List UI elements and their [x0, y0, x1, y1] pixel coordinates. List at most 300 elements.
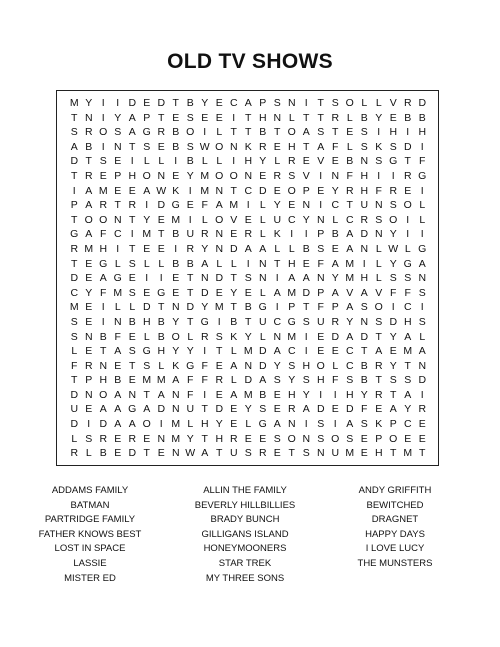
grid-letter: T	[216, 345, 223, 358]
grid-letter: B	[172, 257, 180, 270]
grid-letter: L	[230, 374, 237, 387]
grid-letter: M	[171, 418, 181, 431]
grid-letter: W	[199, 140, 210, 153]
grid-letter: A	[114, 345, 122, 358]
grid-letter: S	[70, 330, 78, 343]
grid-letter: A	[346, 301, 354, 314]
grid-letter: A	[273, 345, 281, 358]
grid-letter: T	[201, 432, 208, 445]
grid-letter: S	[346, 374, 354, 387]
grid-letter: A	[114, 418, 122, 431]
grid-letter: T	[129, 359, 136, 372]
grid-letter: N	[244, 359, 253, 372]
grid-letter: B	[230, 315, 238, 328]
grid-letter: L	[375, 257, 382, 270]
grid-letter: V	[375, 286, 383, 299]
grid-letter: A	[273, 286, 281, 299]
grid-letter: I	[420, 388, 424, 401]
grid-letter: D	[157, 199, 166, 212]
grid-letter: T	[201, 403, 208, 416]
grid-letter: R	[99, 199, 108, 212]
grid-letter: E	[114, 432, 122, 445]
grid-letter: I	[406, 213, 410, 226]
grid-letter: R	[418, 403, 427, 416]
word-list-item: BEWITCHED	[366, 499, 424, 511]
grid-letter: M	[345, 272, 355, 285]
grid-letter: S	[302, 374, 310, 387]
grid-letter: U	[360, 199, 369, 212]
grid-letter: I	[420, 301, 424, 314]
grid-letter: E	[418, 432, 426, 445]
grid-letter: M	[142, 374, 152, 387]
grid-letter: D	[70, 418, 79, 431]
grid-letter: A	[302, 272, 310, 285]
grid-letter: F	[375, 184, 382, 197]
puzzle-grid-frame	[56, 90, 439, 466]
grid-letter: D	[302, 286, 311, 299]
grid-letter: E	[99, 169, 107, 182]
grid-letter: O	[374, 301, 383, 314]
grid-letter: P	[259, 97, 267, 109]
grid-letter: E	[143, 242, 151, 255]
grid-letter: S	[389, 140, 397, 153]
grid-letter: I	[246, 257, 250, 270]
grid-letter: N	[258, 257, 267, 270]
grid-letter: I	[217, 315, 221, 328]
grid-letter: D	[418, 97, 427, 109]
grid-letter: G	[186, 359, 195, 372]
word-list-column-2	[170, 484, 320, 586]
grid-letter: M	[287, 330, 297, 343]
grid-letter: O	[316, 359, 325, 372]
grid-letter: M	[98, 184, 108, 197]
grid-letter: S	[317, 432, 325, 445]
grid-letter: T	[187, 272, 194, 285]
grid-letter: M	[403, 447, 413, 460]
grid-letter: D	[258, 359, 267, 372]
grid-letter: L	[201, 155, 208, 168]
grid-letter: A	[331, 286, 339, 299]
grid-letter: I	[174, 242, 178, 255]
grid-letter: N	[113, 140, 122, 153]
grid-letter: A	[360, 286, 368, 299]
grid-letter: I	[72, 184, 76, 197]
grid-letter: R	[331, 315, 340, 328]
grid-letter: C	[345, 359, 354, 372]
word-list-item: BATMAN	[70, 499, 110, 511]
grid-letter: C	[113, 228, 122, 241]
grid-letter: E	[157, 140, 165, 153]
grid-letter: R	[215, 374, 224, 387]
grid-letter: T	[390, 447, 397, 460]
grid-letter: I	[333, 388, 337, 401]
grid-letter: A	[404, 330, 412, 343]
grid-letter: N	[273, 330, 282, 343]
grid-letter: S	[331, 97, 339, 109]
grid-letter: R	[128, 432, 137, 445]
grid-letter: I	[188, 184, 192, 197]
grid-letter: G	[418, 242, 427, 255]
grid-letter: N	[302, 432, 311, 445]
word-list-column-3	[320, 484, 470, 572]
grid-letter: L	[143, 257, 150, 270]
grid-letter: G	[157, 286, 166, 299]
grid-letter: S	[128, 286, 136, 299]
grid-letter: A	[317, 140, 325, 153]
grid-letter: S	[404, 272, 412, 285]
word-list-item: ALLIN THE FAMILY	[203, 485, 287, 496]
grid-letter: N	[273, 111, 282, 124]
grid-letter: R	[99, 432, 108, 445]
grid-letter: R	[287, 403, 296, 416]
grid-letter: E	[114, 155, 122, 168]
grid-letter: M	[84, 242, 94, 255]
grid-letter: A	[143, 184, 151, 197]
grid-letter: H	[302, 359, 311, 372]
grid-letter: A	[404, 388, 412, 401]
grid-letter: N	[215, 228, 224, 241]
grid-letter: U	[70, 403, 79, 416]
grid-letter: O	[99, 213, 108, 226]
grid-letter: S	[128, 257, 136, 270]
grid-letter: E	[172, 169, 180, 182]
grid-letter: L	[230, 257, 237, 270]
grid-letter: I	[304, 418, 308, 431]
grid-letter: E	[143, 432, 151, 445]
grid-letter: R	[331, 111, 340, 124]
grid-letter: B	[157, 315, 165, 328]
grid-letter: G	[258, 301, 267, 314]
grid-letter: S	[375, 155, 383, 168]
grid-letter: O	[287, 126, 296, 139]
grid-letter: S	[389, 272, 397, 285]
grid-letter: P	[85, 374, 93, 387]
grid-letter: N	[157, 432, 166, 445]
grid-letter: S	[288, 359, 296, 372]
grid-letter: D	[389, 315, 398, 328]
word-list-item: GILLIGANS ISLAND	[201, 528, 289, 540]
grid-letter: M	[142, 228, 152, 241]
grid-letter: L	[259, 286, 266, 299]
grid-letter: S	[273, 432, 281, 445]
grid-letter: L	[230, 345, 237, 358]
grid-letter: N	[287, 418, 296, 431]
grid-letter: E	[230, 418, 238, 431]
grid-letter: E	[172, 272, 180, 285]
grid-letter: E	[317, 184, 325, 197]
grid-letter: T	[303, 301, 310, 314]
grid-letter: A	[85, 199, 93, 212]
grid-letter: D	[215, 272, 224, 285]
grid-letter: E	[128, 184, 136, 197]
grid-letter: N	[113, 315, 122, 328]
grid-letter: L	[201, 213, 208, 226]
grid-letter: E	[143, 286, 151, 299]
grid-letter: I	[420, 140, 424, 153]
grid-letter: I	[377, 126, 381, 139]
word-list-item: THE MUNSTERS	[357, 557, 433, 569]
grid-letter: L	[129, 301, 136, 314]
grid-letter: E	[360, 432, 368, 445]
grid-letter: Y	[389, 228, 397, 241]
grid-letter: A	[259, 374, 267, 387]
grid-letter: F	[114, 330, 121, 343]
grid-letter: H	[99, 374, 108, 387]
grid-letter: I	[116, 97, 120, 109]
grid-letter: H	[142, 315, 151, 328]
grid-letter: A	[99, 272, 107, 285]
grid-letter: A	[346, 228, 354, 241]
grid-letter: B	[172, 140, 180, 153]
grid-letter: E	[85, 272, 93, 285]
grid-letter: V	[389, 97, 397, 109]
grid-letter: R	[186, 242, 195, 255]
grid-letter: I	[333, 418, 337, 431]
grid-letter: E	[172, 111, 180, 124]
word-list-column-1	[15, 484, 165, 586]
grid-letter: T	[187, 286, 194, 299]
grid-letter: S	[375, 213, 383, 226]
grid-letter: G	[171, 199, 180, 212]
word-list-item: HAPPY DAYS	[365, 528, 425, 540]
grid-letter: U	[186, 228, 195, 241]
grid-letter: T	[158, 301, 165, 314]
grid-letter: E	[114, 447, 122, 460]
grid-letter: Y	[273, 199, 281, 212]
grid-letter: B	[259, 126, 267, 139]
grid-letter: I	[174, 155, 178, 168]
grid-letter: A	[418, 345, 426, 358]
grid-letter: L	[419, 330, 426, 343]
grid-letter: O	[287, 432, 296, 445]
grid-letter: C	[345, 345, 354, 358]
grid-letter: B	[259, 388, 267, 401]
grid-letter: A	[230, 359, 238, 372]
grid-letter: I	[232, 111, 236, 124]
grid-letter: D	[345, 403, 354, 416]
grid-letter: S	[317, 242, 325, 255]
grid-letter: H	[360, 184, 369, 197]
grid-letter: A	[85, 228, 93, 241]
grid-letter: T	[230, 184, 237, 197]
grid-letter: E	[389, 345, 397, 358]
grid-letter: T	[274, 126, 281, 139]
grid-letter: S	[418, 315, 426, 328]
grid-letter: E	[157, 213, 165, 226]
word-list-item: STAR TREK	[218, 557, 272, 569]
grid-letter: T	[100, 345, 107, 358]
grid-letter: Y	[302, 213, 310, 226]
grid-letter: E	[331, 345, 339, 358]
grid-letter: D	[200, 286, 209, 299]
word-list-item: BRADY BUNCH	[210, 514, 280, 526]
grid-letter: Y	[230, 286, 238, 299]
grid-letter: D	[157, 403, 166, 416]
grid-letter: O	[171, 330, 180, 343]
grid-letter: S	[389, 374, 397, 387]
grid-letter: R	[273, 169, 282, 182]
word-list-item: ANDY GRIFFITH	[358, 485, 432, 496]
grid-letter: D	[128, 447, 137, 460]
grid-letter: D	[403, 140, 412, 153]
grid-letter: K	[375, 140, 383, 153]
grid-letter: A	[331, 257, 339, 270]
grid-letter: L	[114, 257, 121, 270]
grid-letter: K	[172, 184, 180, 197]
grid-letter: E	[389, 111, 397, 124]
grid-letter: H	[389, 126, 398, 139]
grid-letter: O	[389, 213, 398, 226]
grid-letter: R	[258, 140, 267, 153]
grid-letter: F	[201, 359, 208, 372]
grid-letter: L	[187, 418, 194, 431]
word-list-item: LOST IN SPACE	[54, 543, 126, 555]
grid-letter: P	[317, 228, 325, 241]
grid-letter: G	[258, 418, 267, 431]
grid-letter: R	[70, 447, 79, 460]
grid-letter: A	[346, 330, 354, 343]
grid-letter: S	[360, 418, 368, 431]
grid-letter: O	[186, 126, 195, 139]
grid-letter: O	[389, 432, 398, 445]
grid-letter: E	[259, 169, 267, 182]
grid-letter: T	[143, 388, 150, 401]
grid-letter: Y	[288, 374, 296, 387]
grid-letter: A	[128, 418, 136, 431]
grid-letter: V	[230, 213, 238, 226]
grid-letter: A	[128, 126, 136, 139]
grid-letter: I	[275, 272, 279, 285]
grid-letter: M	[345, 447, 355, 460]
grid-letter: S	[404, 374, 412, 387]
grid-letter: S	[186, 140, 194, 153]
grid-letter: T	[216, 447, 223, 460]
grid-letter: T	[419, 447, 426, 460]
grid-letter: B	[114, 374, 122, 387]
grid-letter: B	[85, 140, 93, 153]
grid-letter: F	[201, 374, 208, 387]
grid-letter: L	[71, 432, 78, 445]
grid-letter: T	[245, 126, 252, 139]
grid-letter: F	[419, 155, 426, 168]
grid-letter: N	[418, 359, 427, 372]
grid-letter: S	[418, 286, 426, 299]
grid-letter: R	[287, 155, 296, 168]
grid-letter: Y	[186, 432, 194, 445]
grid-letter: H	[374, 447, 383, 460]
grid-letter: O	[99, 388, 108, 401]
grid-letter: T	[317, 97, 324, 109]
page-title: OLD TV SHOWS	[167, 50, 333, 73]
grid-letter: D	[99, 418, 108, 431]
grid-letter: G	[113, 272, 122, 285]
word-list-item: DRAGNET	[371, 514, 419, 526]
grid-letter: L	[259, 330, 266, 343]
grid-letter: D	[229, 242, 238, 255]
grid-letter: Y	[346, 315, 354, 328]
grid-letter: F	[317, 257, 324, 270]
grid-letter: I	[304, 228, 308, 241]
grid-letter: C	[331, 199, 340, 212]
grid-letter: A	[302, 403, 310, 416]
grid-letter: I	[304, 97, 308, 109]
grid-letter: P	[375, 432, 383, 445]
grid-letter: N	[215, 184, 224, 197]
grid-letter: E	[317, 330, 325, 343]
grid-letter: A	[288, 272, 296, 285]
grid-letter: A	[143, 403, 151, 416]
grid-letter: E	[331, 242, 339, 255]
grid-letter: I	[391, 169, 395, 182]
grid-letter: E	[85, 257, 93, 270]
grid-letter: R	[258, 447, 267, 460]
grid-letter: I	[290, 228, 294, 241]
grid-letter: T	[245, 111, 252, 124]
grid-letter: O	[287, 184, 296, 197]
grid-letter: L	[361, 97, 368, 109]
grid-letter: E	[244, 432, 252, 445]
grid-letter: L	[346, 111, 353, 124]
grid-letter: M	[156, 374, 166, 387]
grid-letter: S	[389, 199, 397, 212]
grid-letter: M	[171, 432, 181, 445]
grid-letter: S	[215, 330, 223, 343]
grid-letter: N	[360, 242, 369, 255]
grid-letter: P	[143, 111, 151, 124]
grid-letter: T	[245, 315, 252, 328]
grid-letter: B	[186, 97, 194, 109]
grid-letter: N	[374, 199, 383, 212]
word-list-item: ADDAMS FAMILY	[51, 485, 129, 496]
grid-letter: H	[287, 388, 296, 401]
grid-letter: S	[360, 140, 368, 153]
grid-letter: S	[244, 272, 252, 285]
grid-letter: H	[316, 374, 325, 387]
grid-letter: E	[302, 257, 310, 270]
grid-letter: I	[101, 301, 105, 314]
grid-letter: U	[273, 213, 282, 226]
grid-letter: A	[259, 242, 267, 255]
grid-letter: D	[70, 388, 79, 401]
grid-letter: Y	[273, 359, 281, 372]
grid-letter: M	[69, 97, 79, 109]
grid-letter: I	[406, 228, 410, 241]
grid-letter: Y	[114, 111, 122, 124]
grid-letter: Y	[259, 155, 267, 168]
grid-letter: L	[187, 330, 194, 343]
grid-letter: R	[403, 97, 412, 109]
grid-letter: L	[259, 213, 266, 226]
grid-letter: Y	[172, 315, 180, 328]
grid-letter: F	[201, 199, 208, 212]
grid-letter: S	[70, 315, 78, 328]
grid-letter: A	[230, 388, 238, 401]
grid-letter: E	[302, 155, 310, 168]
grid-letter: E	[273, 388, 281, 401]
grid-letter: C	[287, 213, 296, 226]
word-list-item: PARTRIDGE FAMILY	[44, 514, 136, 526]
grid-letter: N	[258, 272, 267, 285]
grid-letter: S	[143, 140, 151, 153]
grid-letter: P	[317, 286, 325, 299]
grid-letter: T	[375, 330, 382, 343]
grid-letter: C	[273, 315, 282, 328]
grid-letter: G	[403, 257, 412, 270]
grid-letter: C	[287, 345, 296, 358]
grid-letter: L	[216, 155, 223, 168]
grid-letter: H	[418, 126, 427, 139]
grid-letter: I	[145, 199, 149, 212]
